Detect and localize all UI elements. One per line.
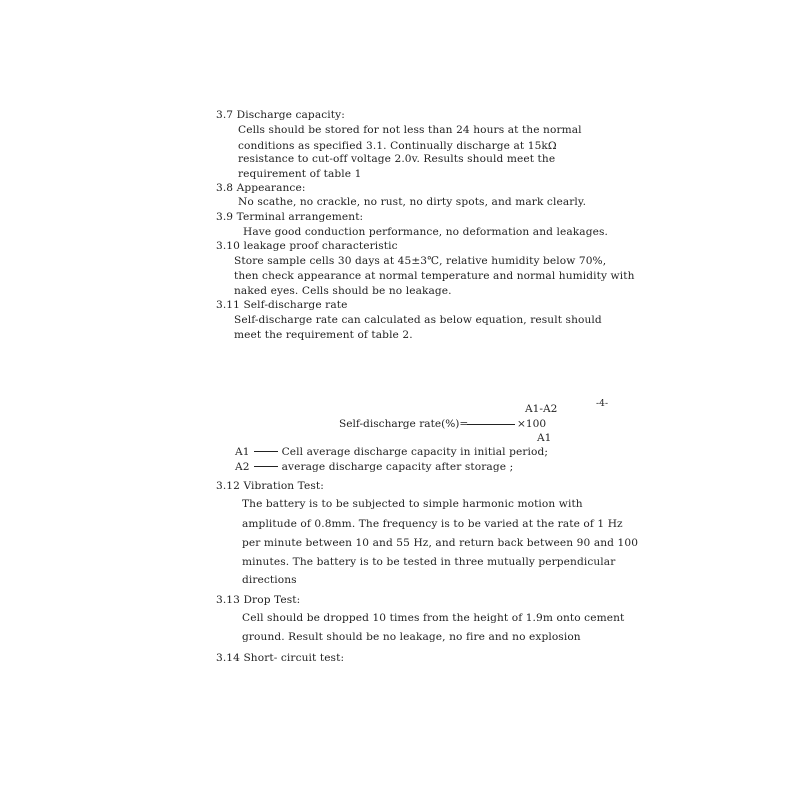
section-3-11-heading: 3.11 Self-discharge rate — [216, 299, 348, 311]
section-3-12-line: minutes. The battery is to be tested in three mutually perpendicular — [242, 556, 616, 568]
definition-a1-text: Cell average discharge capacity in initial period; — [281, 446, 549, 458]
definition-a1 — [235, 445, 548, 459]
formula-multiplier: ×100 — [517, 418, 547, 430]
page-number: -4- — [596, 399, 609, 409]
section-3-12-heading: 3.12 Vibration Test: — [216, 480, 324, 492]
section-3-10-heading: 3.10 leakage proof characteristic — [216, 240, 398, 252]
section-3-9-heading: 3.9 Terminal arrangement: — [216, 211, 364, 223]
definition-a2-symbol: A2 — [235, 461, 250, 473]
section-3-8-heading: 3.8 Appearance: — [216, 182, 306, 194]
definition-a1-symbol: A1 — [235, 446, 250, 458]
section-3-11-line: meet the requirement of table 2. — [234, 329, 413, 341]
section-3-13-line: ground. Result should be no leakage, no fire and no explosion — [242, 631, 581, 643]
section-3-12-line: directions — [242, 574, 297, 586]
section-3-13-line: Cell should be dropped 10 times from the height of 1.9m onto cement — [242, 612, 625, 624]
formula-numerator: A1-A2 — [525, 403, 558, 415]
section-3-7-line: resistance to cut-off voltage 2.0v. Results should meet the — [238, 153, 556, 165]
section-3-7-heading: 3.7 Discharge capacity: — [216, 109, 345, 121]
formula-label: Self-discharge rate(%)= — [339, 418, 469, 430]
section-3-13-heading: 3.13 Drop Test: — [216, 594, 301, 606]
fraction-bar — [467, 424, 515, 425]
section-3-12-line: per minute between 10 and 55 Hz, and return back between 90 and 100 — [242, 537, 639, 549]
section-3-14-heading: 3.14 Short- circuit test: — [216, 652, 345, 664]
section-3-12-line: The battery is to be subjected to simple harmonic motion with — [242, 498, 583, 510]
definition-a2-text: average discharge capacity after storage ; — [281, 461, 514, 473]
section-3-7-line: conditions as specified 3.1. Continually discharge at 15kΩ — [238, 140, 557, 152]
section-3-10-line: naked eyes. Cells should be no leakage. — [234, 285, 452, 297]
section-3-7-line: requirement of table 1 — [238, 168, 362, 180]
section-3-9-line: Have good conduction performance, no deformation and leakages. — [243, 226, 608, 238]
section-3-10-line: Store sample cells 30 days at 45±3℃, relative humidity below 70%, — [234, 255, 607, 267]
section-3-7-line: Cells should be stored for not less than 24 hours at the normal — [238, 124, 582, 136]
definition-dash — [254, 466, 278, 467]
definition-dash — [254, 451, 278, 452]
formula-denominator: A1 — [537, 432, 552, 444]
definition-a2 — [235, 460, 513, 474]
section-3-11-line: Self-discharge rate can calculated as below equation, result should — [234, 314, 602, 326]
section-3-12-line: amplitude of 0.8mm. The frequency is to be varied at the rate of 1 Hz — [242, 518, 623, 530]
section-3-10-line: then check appearance at normal temperature and normal humidity with — [234, 270, 635, 282]
section-3-8-line: No scathe, no crackle, no rust, no dirty spots, and mark clearly. — [238, 196, 587, 208]
